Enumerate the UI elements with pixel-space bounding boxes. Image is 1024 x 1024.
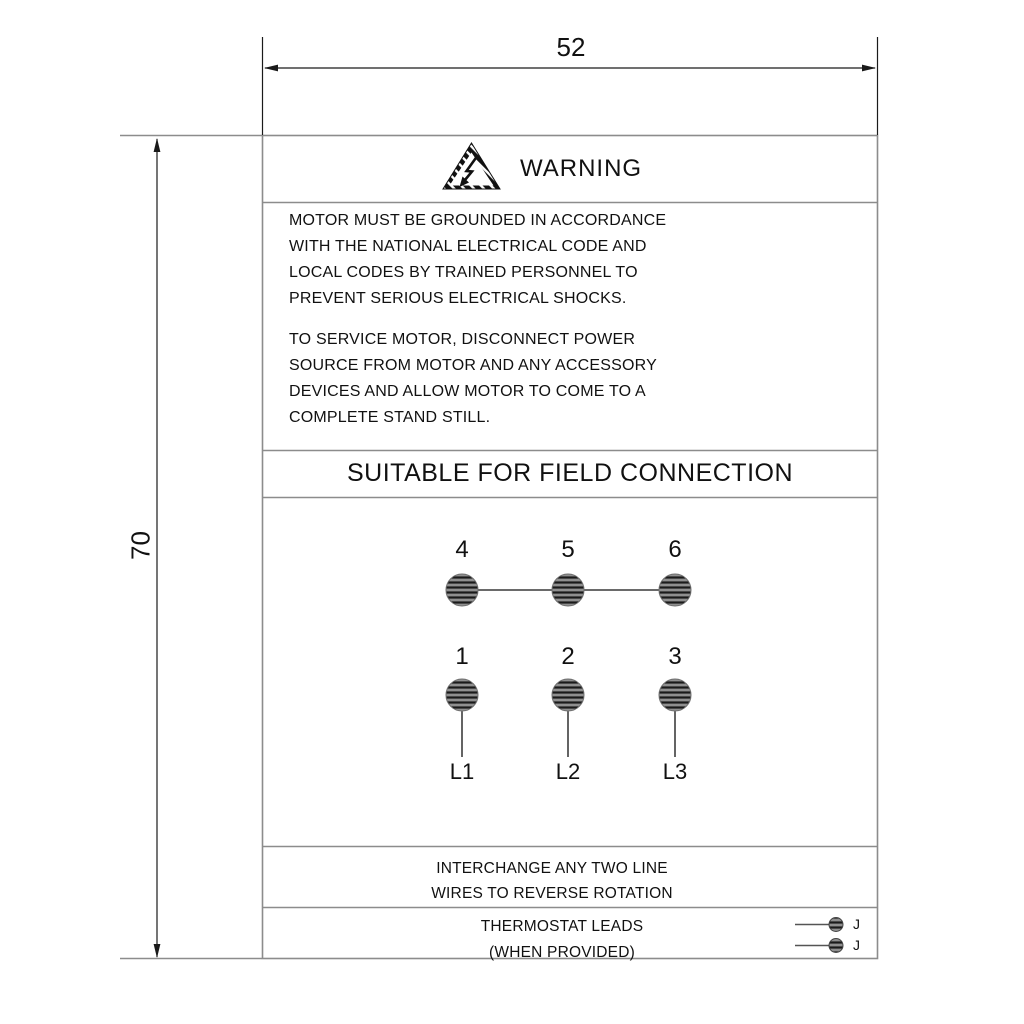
service-line-1: TO SERVICE MOTOR, DISCONNECT POWER: [289, 331, 636, 348]
terminal-label-4: 4: [455, 536, 469, 563]
terminal-dot-5: [552, 574, 584, 606]
interchange-note: [252, 856, 852, 906]
terminal-label-2: 2: [561, 643, 575, 670]
warning-title: WARNING: [520, 155, 643, 182]
terminal-label-6: 6: [668, 536, 682, 563]
grounding-line-2: WITH THE NATIONAL ELECTRICAL CODE AND: [289, 238, 647, 255]
line-label-l2: L2: [555, 759, 581, 784]
terminal-label-1: 1: [455, 643, 469, 670]
service-paragraph: [289, 327, 657, 431]
arrowhead-bottom: [154, 944, 161, 958]
terminal-dot-2: [552, 679, 584, 711]
height-dimension-label: 70: [125, 531, 156, 560]
arrowhead-right: [862, 65, 876, 72]
terminal-dot-3: [659, 679, 691, 711]
thermostat-line-2: (WHEN PROVIDED): [489, 944, 635, 961]
high-voltage-icon: [443, 143, 500, 189]
grounding-paragraph: [289, 208, 666, 312]
thermostat-note: [262, 914, 862, 966]
terminal-dot-1: [446, 679, 478, 711]
line-label-l1: L1: [449, 759, 475, 784]
field-connection-banner: SUITABLE FOR FIELD CONNECTION: [346, 459, 794, 487]
thermostat-line-1: THERMOSTAT LEADS: [480, 918, 644, 935]
service-line-4: COMPLETE STAND STILL.: [289, 409, 491, 426]
interchange-line-1: INTERCHANGE ANY TWO LINE: [436, 860, 668, 877]
arrowhead-left: [264, 65, 278, 72]
terminal-label-3: 3: [668, 643, 682, 670]
terminal-dot-6: [659, 574, 691, 606]
lead-tag-j1: J: [853, 916, 860, 932]
terminal-label-5: 5: [561, 536, 575, 563]
line-label-l3: L3: [662, 759, 688, 784]
grounding-line-1: MOTOR MUST BE GROUNDED IN ACCORDANCE: [289, 212, 667, 229]
terminal-dot-4: [446, 574, 478, 606]
lead-tag-j2: J: [853, 937, 860, 953]
width-dimension-label: 52: [556, 32, 586, 62]
arrowhead-top: [154, 138, 161, 152]
service-line-3: DEVICES AND ALLOW MOTOR TO COME TO A: [289, 383, 646, 400]
grounding-line-3: LOCAL CODES BY TRAINED PERSONNEL TO: [289, 264, 638, 281]
grounding-line-4: PREVENT SERIOUS ELECTRICAL SHOCKS.: [289, 290, 627, 307]
interchange-line-2: WIRES TO REVERSE ROTATION: [431, 885, 673, 902]
service-line-2: SOURCE FROM MOTOR AND ANY ACCESSORY: [289, 357, 657, 374]
